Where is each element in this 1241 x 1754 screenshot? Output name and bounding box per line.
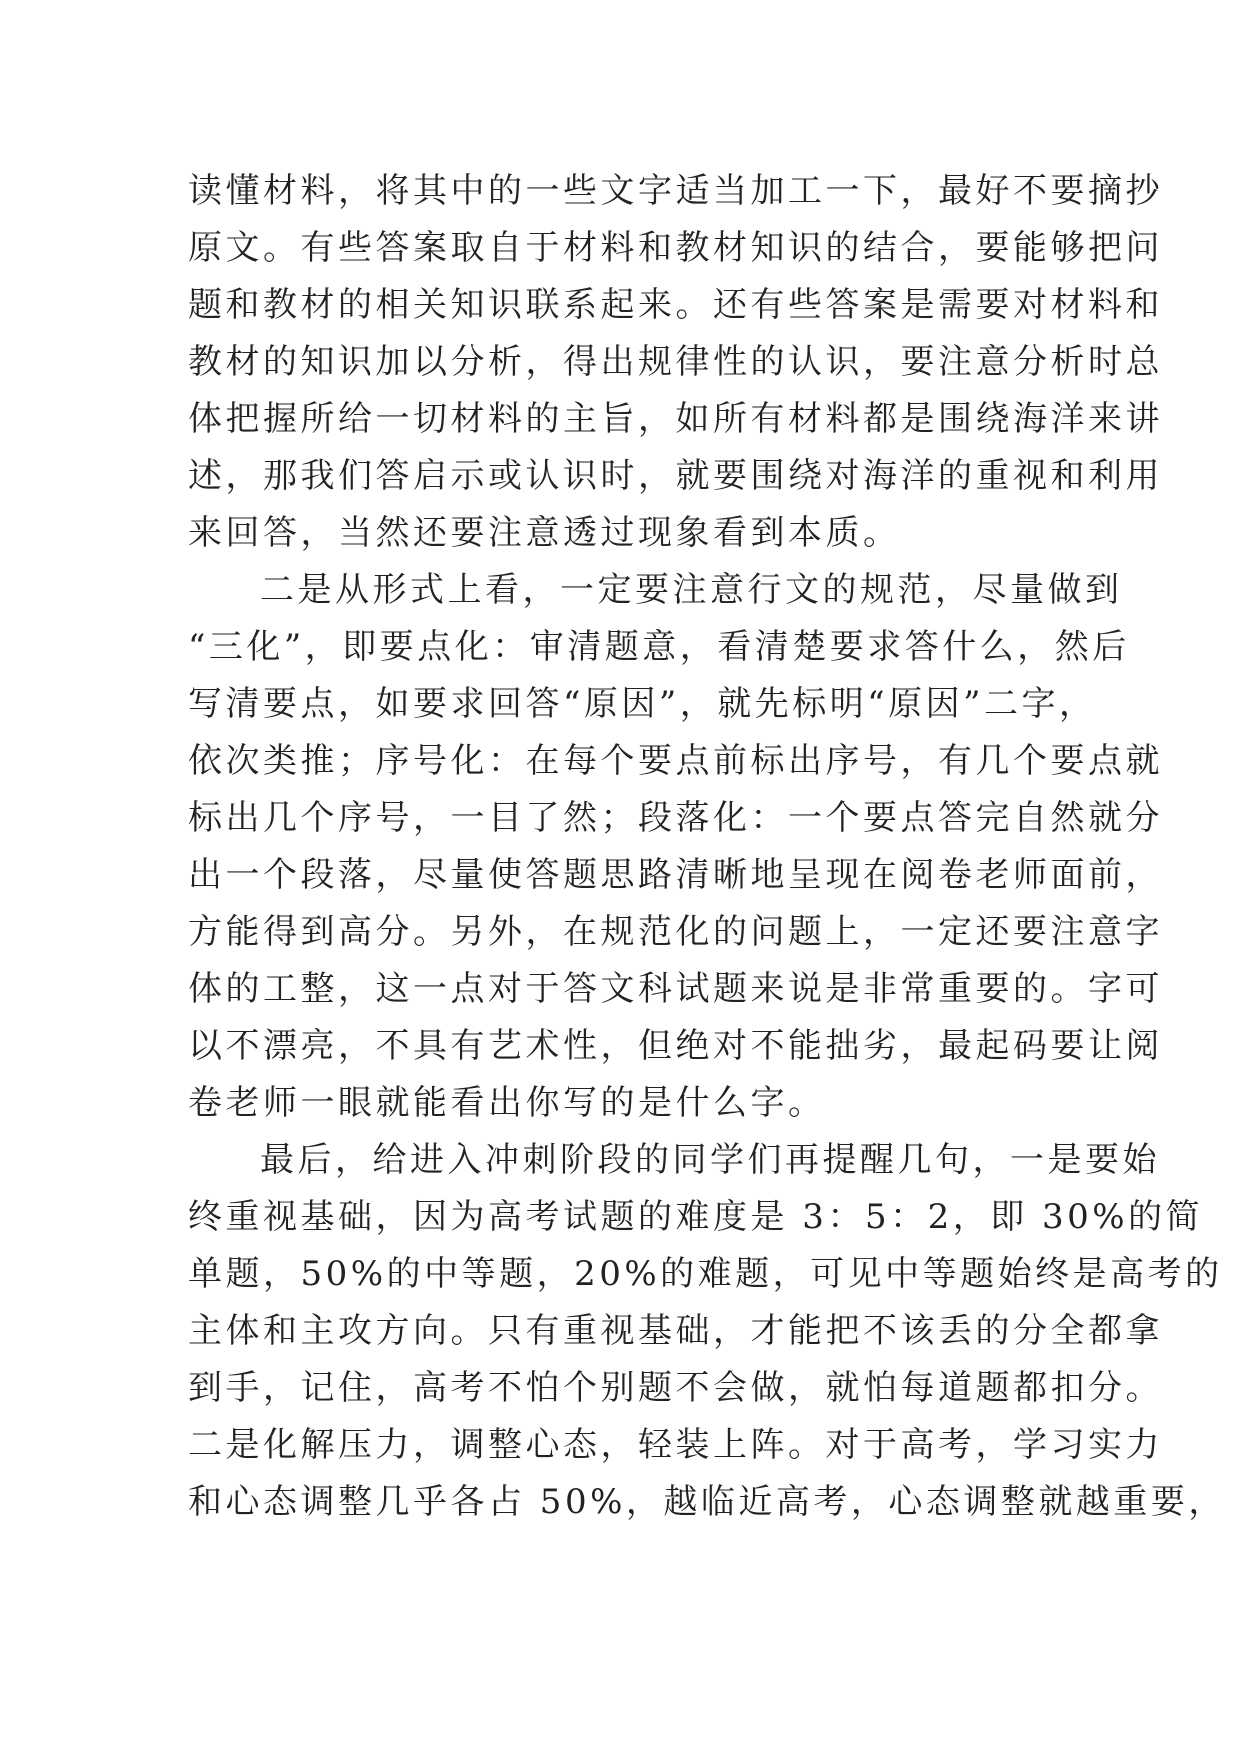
document-body xyxy=(188,163,1226,1531)
text-line: 体的工整，这一点对于答文科试题来说是非常重要的。字可 xyxy=(188,969,1163,1009)
text-line: 和心态调整几乎各占 50%，越临近高考，心态调整就越重要， xyxy=(188,1482,1226,1522)
text-line: 卷老师一眼就能看出你写的是什么字。 xyxy=(188,1083,826,1123)
text-line: 体把握所给一切材料的主旨，如所有材料都是围绕海洋来讲 xyxy=(188,399,1163,439)
text-line: 主体和主攻方向。只有重视基础，才能把不该丢的分全都拿 xyxy=(188,1311,1163,1351)
text-line: 依次类推；序号化：在每个要点前标出序号，有几个要点就 xyxy=(188,741,1163,781)
text-line: 终重视基础，因为高考试题的难度是 3：5：2，即 30%的简 xyxy=(188,1197,1204,1237)
text-line: 原文。有些答案取自于材料和教材知识的结合，要能够把问 xyxy=(188,228,1163,268)
text-line: 写清要点，如要求回答“原因”，就先标明“原因”二字， xyxy=(188,684,1097,724)
text-line: 二是从形式上看，一定要注意行文的规范，尽量做到 xyxy=(260,570,1123,610)
text-line: 单题，50%的中等题，20%的难题，可见中等题始终是高考的 xyxy=(188,1254,1223,1294)
text-line: 标出几个序号，一目了然；段落化：一个要点答完自然就分 xyxy=(188,798,1163,838)
text-line: 最后，给进入冲刺阶段的同学们再提醒几句，一是要始 xyxy=(260,1140,1160,1180)
text-line: 出一个段落，尽量使答题思路清晰地呈现在阅卷老师面前， xyxy=(188,855,1163,895)
text-line: 以不漂亮，不具有艺术性，但绝对不能拙劣，最起码要让阅 xyxy=(188,1026,1163,1066)
text-line: 题和教材的相关知识联系起来。还有些答案是需要对材料和 xyxy=(188,285,1163,325)
text-line: 教材的知识加以分析，得出规律性的认识，要注意分析时总 xyxy=(188,342,1163,382)
text-line: “三化”，即要点化：审清题意，看清楚要求答什么，然后 xyxy=(188,627,1130,667)
text-line: 二是化解压力，调整心态，轻装上阵。对于高考，学习实力 xyxy=(188,1425,1163,1465)
text-line: 读懂材料，将其中的一些文字适当加工一下，最好不要摘抄 xyxy=(188,171,1163,211)
text-line: 述，那我们答启示或认识时，就要围绕对海洋的重视和利用 xyxy=(188,456,1163,496)
text-line: 到手，记住，高考不怕个别题不会做，就怕每道题都扣分。 xyxy=(188,1368,1163,1408)
text-line: 方能得到高分。另外，在规范化的问题上，一定还要注意字 xyxy=(188,912,1163,952)
text-line: 来回答，当然还要注意透过现象看到本质。 xyxy=(188,513,901,553)
